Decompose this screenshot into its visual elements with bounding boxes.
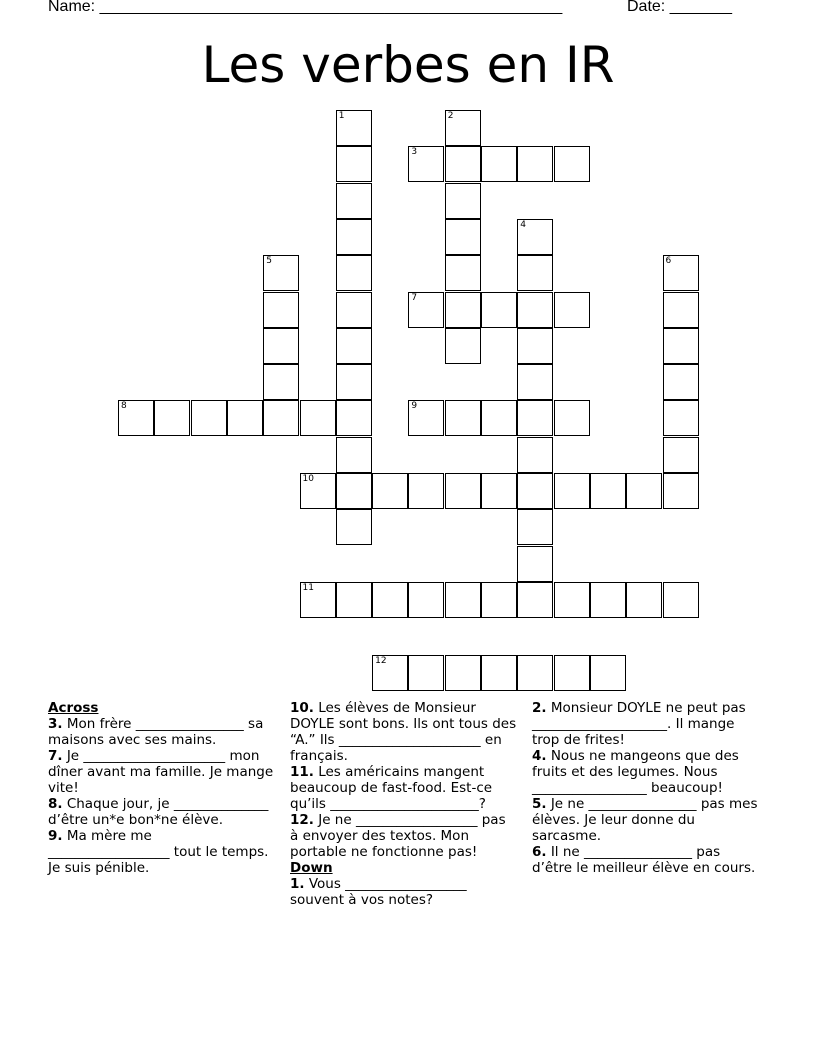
crossword-cell[interactable] [445, 110, 481, 146]
clue-across-12: 12. Je ne __________________ pas à envoyer des textos. Mon portable ne fonctionne pas! [290, 812, 506, 860]
crossword-cell[interactable] [554, 655, 590, 691]
clue-down-4: 4. Nous ne mangeons que des fruits et des legumes. Nous _________________ beaucoup! [532, 748, 739, 796]
crossword-cell[interactable] [445, 183, 481, 219]
crossword-cell[interactable] [408, 655, 444, 691]
crossword-cell[interactable] [300, 473, 336, 509]
crossword-cell[interactable] [517, 582, 553, 618]
crossword-cell[interactable] [517, 292, 553, 328]
page-title: Les verbes en IR [201, 36, 615, 94]
cell-number: 10 [302, 474, 314, 484]
date-field-label: Date: _______ [627, 0, 732, 15]
crossword-cell[interactable] [336, 400, 372, 436]
clue-across-8: 8. Chaque jour, je ______________ d’être un*e bon*ne élève. [48, 796, 269, 828]
crossword-cell[interactable] [517, 364, 553, 400]
crossword-cell[interactable] [336, 255, 372, 291]
crossword-cell[interactable] [154, 400, 190, 436]
crossword-cell[interactable] [336, 183, 372, 219]
crossword-cell[interactable] [300, 400, 336, 436]
crossword-cell[interactable] [554, 473, 590, 509]
cell-number: 9 [411, 401, 418, 412]
crossword-cell[interactable] [554, 292, 590, 328]
crossword-cell[interactable] [336, 364, 372, 400]
clues-column-1 [48, 700, 276, 876]
clue-across-3: 3. Mon frère ________________ sa maisons avec ses mains. [48, 716, 264, 748]
crossword-cell[interactable] [372, 582, 408, 618]
crossword-cell[interactable] [590, 473, 626, 509]
crossword-cell[interactable] [408, 292, 444, 328]
crossword-cell[interactable] [336, 292, 372, 328]
cell-number: 12 [375, 655, 387, 666]
cell-number: 3 [411, 147, 418, 158]
crossword-cell[interactable] [626, 473, 662, 509]
clue-across-7: 7. Je _____________________ mon dîner avant ma famille. Je mange vite! [48, 748, 274, 796]
cell-number: 5 [266, 256, 272, 267]
cell-number: 7 [411, 292, 418, 303]
crossword-cell[interactable] [554, 582, 590, 618]
crossword-cell[interactable] [481, 473, 517, 509]
crossword-cell[interactable] [118, 400, 154, 436]
crossword-cell[interactable] [517, 655, 553, 691]
crossword-cell[interactable] [445, 400, 481, 436]
crossword-cell[interactable] [517, 473, 553, 509]
crossword-cell[interactable] [227, 400, 263, 436]
cell-number: 1 [338, 111, 345, 121]
crossword-cell[interactable] [663, 292, 699, 328]
crossword-cell[interactable] [372, 473, 408, 509]
crossword-cell[interactable] [408, 400, 444, 436]
crossword-cell[interactable] [517, 146, 553, 182]
crossword-cell[interactable] [481, 146, 517, 182]
crossword-cell[interactable] [408, 582, 444, 618]
crossword-cell[interactable] [263, 255, 299, 291]
crossword-cell[interactable] [445, 292, 481, 328]
crossword-cell[interactable] [517, 328, 553, 364]
crossword-cell[interactable] [554, 400, 590, 436]
crossword-cell[interactable] [445, 655, 481, 691]
crossword-cell[interactable] [517, 255, 553, 291]
crossword-cell[interactable] [517, 400, 553, 436]
clue-down-2: 2. Monsieur DOYLE ne peut pas ____________________. Il mange trop de frites! [532, 700, 746, 748]
clue-across-9: 9. Ma mère me __________________ tout le temps. Je suis pénible. [48, 828, 269, 876]
crossword-cell[interactable] [663, 328, 699, 364]
crossword-cell[interactable] [517, 546, 553, 582]
crossword-cell[interactable] [336, 509, 372, 545]
crossword-cell[interactable] [481, 655, 517, 691]
crossword-cell[interactable] [300, 582, 336, 618]
crossword-cell[interactable] [445, 219, 481, 255]
cell-number: 2 [447, 111, 454, 121]
crossword-cell[interactable] [445, 473, 481, 509]
crossword-cell[interactable] [408, 146, 444, 182]
crossword-cell[interactable] [263, 292, 299, 328]
crossword-cell[interactable] [336, 219, 372, 255]
crossword-cell[interactable] [517, 509, 553, 545]
cell-number: 6 [665, 256, 672, 267]
clue-across-10: 10. Les élèves de Monsieur DOYLE sont bons. Ils ont tous des “A.” Ils _____________________ en français. [290, 700, 517, 764]
clue-down-1: 1. Vous __________________ souvent à vos notes? [290, 876, 467, 908]
clues-column-3 [532, 700, 760, 876]
crossword-cell[interactable] [663, 473, 699, 509]
clue-down-6: 6. Il ne ________________ pas d’être le meilleur élève en cours. [532, 844, 756, 876]
crossword-cell[interactable] [445, 255, 481, 291]
crossword-cell[interactable] [191, 400, 227, 436]
crossword-cell[interactable] [481, 582, 517, 618]
crossword-cell[interactable] [590, 655, 626, 691]
crossword-cell[interactable] [590, 582, 626, 618]
crossword-cell[interactable] [517, 437, 553, 473]
cell-number: 11 [302, 582, 314, 593]
across-heading: Across [48, 700, 99, 716]
crossword-cell[interactable] [481, 292, 517, 328]
crossword-cell[interactable] [445, 328, 481, 364]
crossword-cell[interactable] [336, 328, 372, 364]
crossword-cell[interactable] [336, 437, 372, 473]
clue-across-11: 11. Les américains mangent beaucoup de fast-food. Est-ce qu’ils ______________________? [290, 764, 493, 812]
crossword-cell[interactable] [663, 582, 699, 618]
crossword-cell[interactable] [517, 219, 553, 255]
clue-down-5: 5. Je ne ________________ pas mes élèves. Je leur donne du sarcasme. [532, 796, 758, 844]
name-field-label: Name: ____________________________________________________ [48, 0, 563, 15]
crossword-cell[interactable] [663, 364, 699, 400]
crossword-cell[interactable] [408, 473, 444, 509]
crossword-cell[interactable] [481, 400, 517, 436]
crossword-cell[interactable] [445, 146, 481, 182]
crossword-cell[interactable] [263, 328, 299, 364]
clues-column-2 [290, 700, 518, 908]
cell-number: 4 [520, 219, 527, 230]
crossword-cell[interactable] [336, 473, 372, 509]
crossword-cell[interactable] [445, 582, 481, 618]
crossword-cell[interactable] [263, 400, 299, 436]
down-heading: Down [290, 860, 333, 876]
crossword-cell[interactable] [663, 255, 699, 291]
crossword-cell[interactable] [554, 146, 590, 182]
cell-number: 8 [121, 401, 127, 412]
crossword-cell[interactable] [263, 364, 299, 400]
crossword-cell[interactable] [663, 437, 699, 473]
crossword-cell[interactable] [336, 146, 372, 182]
crossword-cell[interactable] [372, 655, 408, 691]
crossword-cell[interactable] [336, 582, 372, 618]
crossword-cell[interactable] [663, 400, 699, 436]
crossword-cell[interactable] [626, 582, 662, 618]
crossword-cell[interactable] [336, 110, 372, 146]
